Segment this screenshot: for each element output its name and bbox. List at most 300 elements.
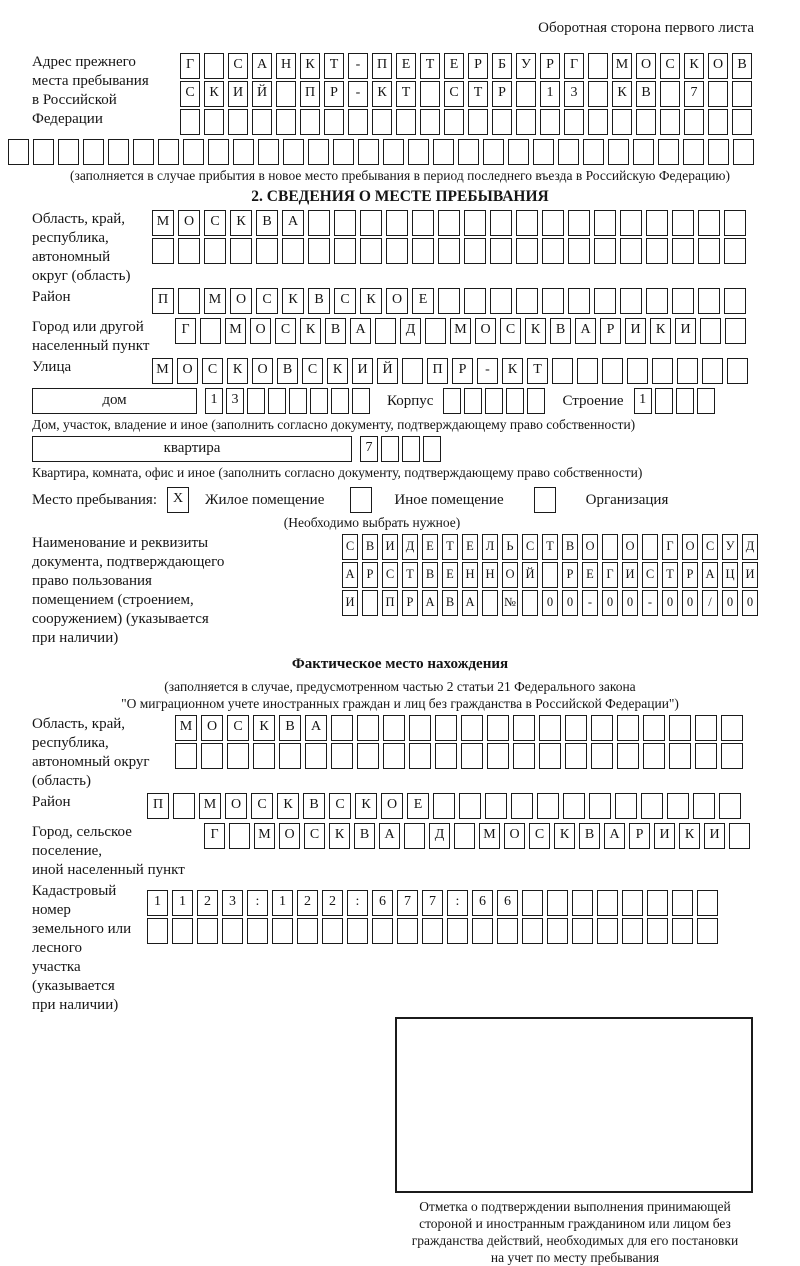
char-cell[interactable]: 1 [540,81,560,107]
char-cell[interactable] [279,743,301,769]
char-cell[interactable] [672,288,694,314]
char-cell[interactable] [468,109,488,135]
char-cell[interactable] [409,715,431,741]
char-cell[interactable]: М [204,288,226,314]
char-cell[interactable]: П [382,590,398,616]
char-cell[interactable] [228,109,248,135]
char-cell[interactable] [539,743,561,769]
char-cell[interactable] [672,918,693,944]
char-cell[interactable] [386,210,408,236]
char-cell[interactable] [643,743,665,769]
char-cell[interactable] [612,109,632,135]
char-cell[interactable] [461,715,483,741]
char-cell[interactable] [108,139,129,165]
char-cell[interactable]: И [654,823,675,849]
char-cell[interactable]: Й [377,358,398,384]
char-cell[interactable] [516,238,538,264]
char-cell[interactable] [672,210,694,236]
char-cell[interactable]: О [381,793,403,819]
char-cell[interactable] [620,210,642,236]
char-cell[interactable] [589,793,611,819]
char-cell[interactable]: О [636,53,656,79]
char-cell[interactable]: В [422,562,438,588]
char-cell[interactable] [527,388,545,414]
char-cell[interactable]: Д [742,534,758,560]
char-cell[interactable]: В [279,715,301,741]
char-cell[interactable]: А [342,562,358,588]
char-cell[interactable] [464,388,482,414]
char-cell[interactable]: Г [175,318,196,344]
char-cell[interactable] [492,109,512,135]
char-cell[interactable]: Т [662,562,678,588]
char-cell[interactable] [464,288,486,314]
char-cell[interactable]: С [329,793,351,819]
char-cell[interactable] [386,238,408,264]
char-cell[interactable]: О [386,288,408,314]
char-cell[interactable]: В [579,823,600,849]
char-cell[interactable] [647,918,668,944]
char-cell[interactable]: С [256,288,278,314]
stay-type-checkbox-residential[interactable]: X [167,487,189,513]
char-cell[interactable] [724,288,746,314]
char-cell[interactable] [615,793,637,819]
char-cell[interactable] [697,388,715,414]
char-cell[interactable]: А [575,318,596,344]
char-cell[interactable] [669,715,691,741]
char-cell[interactable] [282,238,304,264]
char-cell[interactable]: А [379,823,400,849]
char-cell[interactable] [497,918,518,944]
char-cell[interactable]: - [348,81,368,107]
char-cell[interactable]: Р [562,562,578,588]
char-cell[interactable]: К [679,823,700,849]
char-cell[interactable]: В [303,793,325,819]
char-cell[interactable] [577,358,598,384]
char-cell[interactable]: Т [542,534,558,560]
char-cell[interactable]: И [228,81,248,107]
char-cell[interactable] [201,743,223,769]
char-cell[interactable]: 7 [684,81,704,107]
char-cell[interactable] [483,139,504,165]
char-cell[interactable]: С [500,318,521,344]
char-cell[interactable]: А [350,318,371,344]
stay-type-checkbox-organization[interactable] [534,487,556,513]
char-cell[interactable]: С [251,793,273,819]
char-cell[interactable]: 7 [397,890,418,916]
char-cell[interactable] [522,918,543,944]
char-cell[interactable]: 7 [422,890,443,916]
char-cell[interactable]: 0 [602,590,618,616]
char-cell[interactable] [627,358,648,384]
char-cell[interactable]: : [347,890,368,916]
char-cell[interactable]: П [147,793,169,819]
char-cell[interactable]: : [447,890,468,916]
char-cell[interactable]: К [355,793,377,819]
char-cell[interactable]: Т [396,81,416,107]
char-cell[interactable] [423,436,441,462]
char-cell[interactable] [322,918,343,944]
char-cell[interactable] [402,358,423,384]
char-cell[interactable] [464,238,486,264]
char-cell[interactable] [158,139,179,165]
char-cell[interactable]: О [201,715,223,741]
char-cell[interactable] [568,238,590,264]
char-cell[interactable] [608,139,629,165]
char-cell[interactable]: К [230,210,252,236]
char-cell[interactable] [591,743,613,769]
char-cell[interactable]: О [475,318,496,344]
char-cell[interactable]: Л [482,534,498,560]
char-cell[interactable] [409,743,431,769]
char-cell[interactable]: Р [492,81,512,107]
char-cell[interactable] [677,358,698,384]
char-cell[interactable]: Д [400,318,421,344]
char-cell[interactable] [563,793,585,819]
char-cell[interactable] [564,109,584,135]
char-cell[interactable]: С [522,534,538,560]
char-cell[interactable]: Т [324,53,344,79]
char-cell[interactable]: О [279,823,300,849]
char-cell[interactable] [297,918,318,944]
char-cell[interactable]: 1 [147,890,168,916]
char-cell[interactable] [33,139,54,165]
char-cell[interactable]: 6 [472,890,493,916]
char-cell[interactable] [641,793,663,819]
char-cell[interactable] [732,109,752,135]
char-cell[interactable]: 1 [272,890,293,916]
char-cell[interactable]: - [582,590,598,616]
char-cell[interactable] [435,743,457,769]
char-cell[interactable] [422,918,443,944]
char-cell[interactable] [482,590,498,616]
char-cell[interactable]: С [302,358,323,384]
char-cell[interactable] [252,109,272,135]
char-cell[interactable]: К [327,358,348,384]
char-cell[interactable] [487,715,509,741]
char-cell[interactable]: Е [422,534,438,560]
char-cell[interactable]: 2 [297,890,318,916]
char-cell[interactable] [308,238,330,264]
char-cell[interactable] [552,358,573,384]
char-cell[interactable] [683,139,704,165]
char-cell[interactable]: В [442,590,458,616]
char-cell[interactable]: А [422,590,438,616]
char-cell[interactable] [537,793,559,819]
char-cell[interactable]: М [612,53,632,79]
char-cell[interactable] [522,590,538,616]
char-cell[interactable] [594,210,616,236]
char-cell[interactable]: С [228,53,248,79]
char-cell[interactable] [708,81,728,107]
char-cell[interactable] [175,743,197,769]
char-cell[interactable] [646,210,668,236]
char-cell[interactable] [700,318,721,344]
char-cell[interactable] [443,388,461,414]
char-cell[interactable] [655,388,673,414]
char-cell[interactable] [516,109,536,135]
char-cell[interactable]: С [660,53,680,79]
char-cell[interactable] [308,139,329,165]
char-cell[interactable] [647,890,668,916]
char-cell[interactable] [667,793,689,819]
char-cell[interactable] [533,139,554,165]
char-cell[interactable] [485,793,507,819]
char-cell[interactable] [672,238,694,264]
char-cell[interactable] [180,109,200,135]
char-cell[interactable] [660,81,680,107]
char-cell[interactable] [633,139,654,165]
char-cell[interactable] [516,210,538,236]
char-cell[interactable] [372,918,393,944]
char-cell[interactable] [602,358,623,384]
char-cell[interactable] [383,139,404,165]
char-cell[interactable]: С [334,288,356,314]
char-cell[interactable]: О [250,318,271,344]
char-cell[interactable] [620,238,642,264]
char-cell[interactable]: К [253,715,275,741]
char-cell[interactable]: № [502,590,518,616]
char-cell[interactable] [642,534,658,560]
char-cell[interactable]: К [300,53,320,79]
char-cell[interactable] [233,139,254,165]
char-cell[interactable]: И [675,318,696,344]
char-cell[interactable] [636,109,656,135]
char-cell[interactable]: К [300,318,321,344]
char-cell[interactable] [643,715,665,741]
char-cell[interactable]: 0 [722,590,738,616]
char-cell[interactable] [357,743,379,769]
char-cell[interactable] [724,238,746,264]
char-cell[interactable]: 1 [205,388,223,414]
char-cell[interactable]: П [152,288,174,314]
char-cell[interactable] [646,288,668,314]
char-cell[interactable] [331,715,353,741]
char-cell[interactable]: В [277,358,298,384]
char-cell[interactable] [472,918,493,944]
char-cell[interactable] [588,109,608,135]
char-cell[interactable]: К [360,288,382,314]
char-cell[interactable] [693,793,715,819]
char-cell[interactable]: С [227,715,249,741]
char-cell[interactable] [197,918,218,944]
char-cell[interactable] [438,238,460,264]
char-cell[interactable]: Д [402,534,418,560]
char-cell[interactable] [588,81,608,107]
char-cell[interactable] [247,388,265,414]
char-cell[interactable]: Й [252,81,272,107]
char-cell[interactable]: Г [602,562,618,588]
char-cell[interactable]: Р [468,53,488,79]
char-cell[interactable]: К [227,358,248,384]
char-cell[interactable]: Е [407,793,429,819]
char-cell[interactable]: И [352,358,373,384]
char-cell[interactable]: А [462,590,478,616]
char-cell[interactable] [565,715,587,741]
char-cell[interactable]: К [612,81,632,107]
char-cell[interactable]: Б [492,53,512,79]
char-cell[interactable] [258,139,279,165]
char-cell[interactable] [412,210,434,236]
char-cell[interactable] [183,139,204,165]
char-cell[interactable]: О [178,210,200,236]
char-cell[interactable]: - [642,590,658,616]
char-cell[interactable] [58,139,79,165]
char-cell[interactable]: Е [444,53,464,79]
char-cell[interactable] [568,210,590,236]
char-cell[interactable] [152,238,174,264]
char-cell[interactable]: С [304,823,325,849]
char-cell[interactable] [461,743,483,769]
char-cell[interactable]: В [325,318,346,344]
char-cell[interactable] [447,918,468,944]
char-cell[interactable]: К [277,793,299,819]
char-cell[interactable] [433,793,455,819]
char-cell[interactable] [178,238,200,264]
char-cell[interactable]: 3 [564,81,584,107]
char-cell[interactable] [438,288,460,314]
char-cell[interactable]: Р [324,81,344,107]
char-cell[interactable] [408,139,429,165]
char-cell[interactable]: Р [682,562,698,588]
char-cell[interactable]: С [382,562,398,588]
char-cell[interactable] [511,793,533,819]
char-cell[interactable] [276,109,296,135]
char-cell[interactable] [602,534,618,560]
char-cell[interactable] [208,139,229,165]
char-cell[interactable] [597,918,618,944]
char-cell[interactable] [459,793,481,819]
char-cell[interactable] [458,139,479,165]
char-cell[interactable] [8,139,29,165]
char-cell[interactable]: С [204,210,226,236]
char-cell[interactable]: В [550,318,571,344]
char-cell[interactable] [133,139,154,165]
char-cell[interactable] [672,890,693,916]
char-cell[interactable] [358,139,379,165]
char-cell[interactable] [396,109,416,135]
char-cell[interactable] [147,918,168,944]
char-cell[interactable] [485,388,503,414]
char-cell[interactable] [568,288,590,314]
char-cell[interactable]: В [562,534,578,560]
char-cell[interactable]: Г [662,534,678,560]
char-cell[interactable]: Р [362,562,378,588]
char-cell[interactable] [558,139,579,165]
char-cell[interactable] [229,823,250,849]
char-cell[interactable]: 2 [197,890,218,916]
char-cell[interactable]: Д [429,823,450,849]
char-cell[interactable]: Т [402,562,418,588]
char-cell[interactable]: Е [582,562,598,588]
char-cell[interactable]: Ь [502,534,518,560]
char-cell[interactable]: : [247,890,268,916]
char-cell[interactable]: Р [402,590,418,616]
char-cell[interactable] [490,288,512,314]
char-cell[interactable] [352,388,370,414]
char-cell[interactable]: А [252,53,272,79]
char-cell[interactable]: 0 [742,590,758,616]
char-cell[interactable] [721,715,743,741]
char-cell[interactable] [708,109,728,135]
char-cell[interactable] [597,890,618,916]
char-cell[interactable] [622,918,643,944]
char-cell[interactable] [539,715,561,741]
char-cell[interactable]: П [427,358,448,384]
char-cell[interactable] [516,81,536,107]
char-cell[interactable]: Е [462,534,478,560]
char-cell[interactable]: Н [462,562,478,588]
char-cell[interactable]: / [702,590,718,616]
char-cell[interactable] [695,715,717,741]
char-cell[interactable] [230,238,252,264]
char-cell[interactable] [588,53,608,79]
char-cell[interactable] [420,81,440,107]
char-cell[interactable] [594,238,616,264]
char-cell[interactable]: С [444,81,464,107]
char-cell[interactable]: Е [412,288,434,314]
char-cell[interactable] [652,358,673,384]
char-cell[interactable] [276,81,296,107]
char-cell[interactable] [268,388,286,414]
char-cell[interactable] [433,139,454,165]
char-cell[interactable] [173,793,195,819]
char-cell[interactable] [490,238,512,264]
char-cell[interactable] [617,715,639,741]
char-cell[interactable] [565,743,587,769]
char-cell[interactable]: М [479,823,500,849]
char-cell[interactable]: Г [204,823,225,849]
char-cell[interactable] [594,288,616,314]
char-cell[interactable]: Г [564,53,584,79]
char-cell[interactable] [547,890,568,916]
char-cell[interactable]: И [342,590,358,616]
char-cell[interactable]: М [254,823,275,849]
char-cell[interactable] [222,918,243,944]
char-cell[interactable]: М [175,715,197,741]
char-cell[interactable] [200,318,221,344]
char-cell[interactable] [733,139,754,165]
char-cell[interactable] [658,139,679,165]
char-cell[interactable]: 1 [634,388,652,414]
char-cell[interactable]: И [704,823,725,849]
char-cell[interactable] [506,388,524,414]
char-cell[interactable] [490,210,512,236]
char-cell[interactable] [256,238,278,264]
char-cell[interactable]: 7 [360,436,378,462]
char-cell[interactable]: А [282,210,304,236]
char-cell[interactable] [522,890,543,916]
char-cell[interactable]: В [732,53,752,79]
char-cell[interactable]: Т [420,53,440,79]
char-cell[interactable] [404,823,425,849]
char-cell[interactable]: С [275,318,296,344]
char-cell[interactable]: А [604,823,625,849]
char-cell[interactable] [420,109,440,135]
char-cell[interactable]: Р [452,358,473,384]
char-cell[interactable]: М [152,358,173,384]
char-cell[interactable]: С [202,358,223,384]
char-cell[interactable]: О [708,53,728,79]
char-cell[interactable]: И [625,318,646,344]
char-cell[interactable] [362,590,378,616]
char-cell[interactable] [360,210,382,236]
char-cell[interactable] [698,238,720,264]
char-cell[interactable] [732,81,752,107]
char-cell[interactable]: С [529,823,550,849]
char-cell[interactable] [324,109,344,135]
char-cell[interactable]: Е [396,53,416,79]
char-cell[interactable] [253,743,275,769]
